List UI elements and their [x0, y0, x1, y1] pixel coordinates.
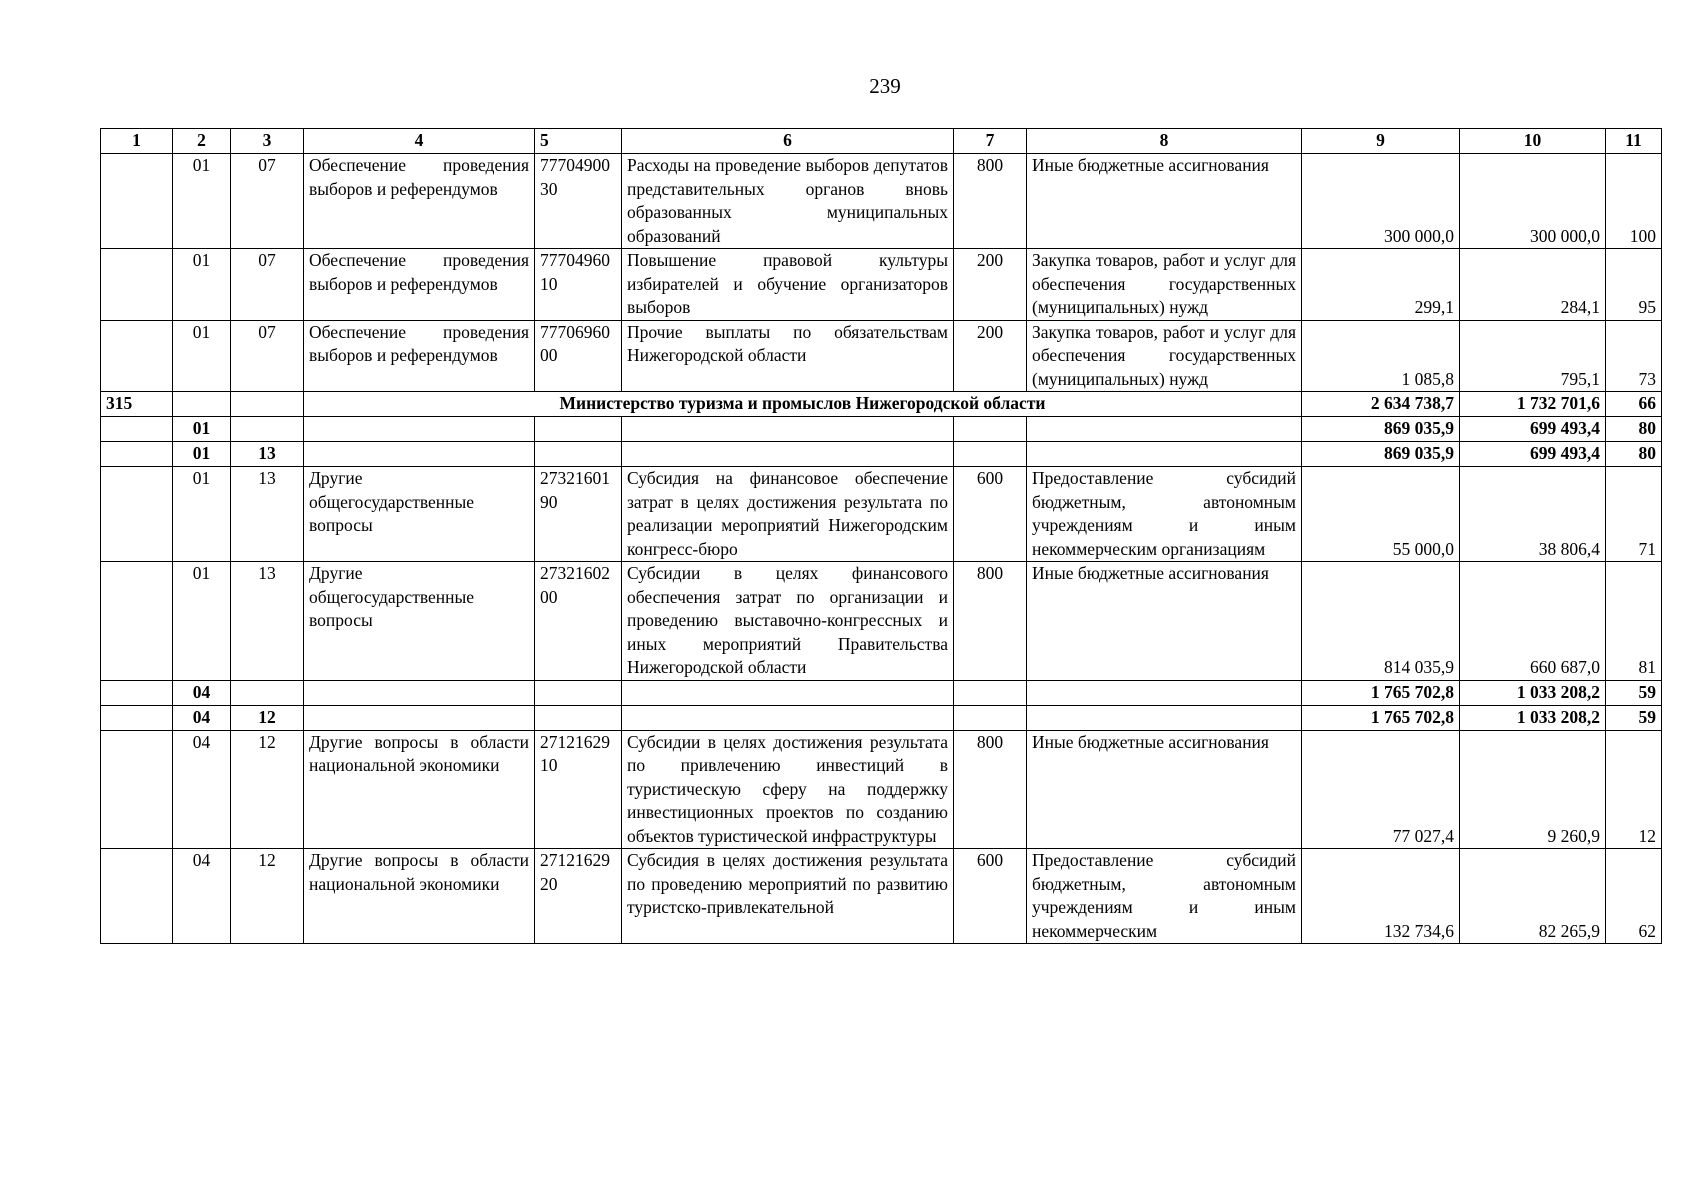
cell-target-code: 7770696000 — [535, 320, 622, 392]
cell-target-code: 2712162910 — [535, 730, 622, 849]
cell-expense-type: 600 — [954, 467, 1027, 562]
cell-section: 01 — [173, 249, 231, 321]
cell-planned: 1 765 702,8 — [1302, 705, 1460, 730]
cell-expense-name: Прочие выплаты по обязательствам Нижегородской области — [622, 320, 954, 392]
cell-expense-type-name: Закупка товаров, работ и услуг для обеспечения государственных (муниципальных) нужд — [1027, 249, 1302, 321]
subsection-total-row — [101, 705, 1662, 730]
cell-percent: 80 — [1606, 442, 1662, 467]
cell-empty — [535, 680, 622, 705]
cell-expense-type: 200 — [954, 320, 1027, 392]
cell-executed: 699 493,4 — [1460, 417, 1606, 442]
cell-executed: 9 260,9 — [1460, 730, 1606, 849]
cell-empty — [1027, 680, 1302, 705]
cell-empty — [954, 417, 1027, 442]
cell-percent: 81 — [1606, 562, 1662, 681]
cell-empty — [101, 849, 173, 944]
cell-subsection-name: Другие вопросы в области национальной экономики — [304, 730, 535, 849]
cell-expense-name: Расходы на проведение выборов депутатов представительных органов вновь образованных муниципальных образований — [622, 154, 954, 249]
cell-expense-type-name: Закупка товаров, работ и услуг для обеспечения государственных (муниципальных) нужд — [1027, 320, 1302, 392]
table-header-row — [101, 129, 1662, 154]
cell-col1 — [101, 154, 173, 249]
cell-executed: 699 493,4 — [1460, 442, 1606, 467]
cell-expense-type: 600 — [954, 849, 1027, 944]
cell-subsection-name: Другие общегосударственные вопросы — [304, 562, 535, 681]
cell-expense-type-name: Предоставление субсидий бюджетным, автономным учреждениям и иным некоммерческим — [1027, 849, 1302, 944]
cell-subsection: 12 — [231, 705, 304, 730]
cell-expense-type: 800 — [954, 154, 1027, 249]
cell-subsection: 13 — [231, 562, 304, 681]
cell-expense-name: Субсидии в целях достижения результата по привлечению инвестиций в туристическую сферу на поддержку инвестиционных проектов по созданию объектов туристической инфраструктуры — [622, 730, 954, 849]
column-header: 3 — [231, 129, 304, 154]
cell-percent: 62 — [1606, 849, 1662, 944]
cell-empty — [101, 680, 173, 705]
cell-percent: 59 — [1606, 705, 1662, 730]
cell-section: 01 — [173, 320, 231, 392]
cell-expense-name: Субсидии в целях финансового обеспечения затрат по организации и проведению выставочно-конгрессных и иных мероприятий Правительства Нижегородской области — [622, 562, 954, 681]
cell-empty — [1027, 442, 1302, 467]
cell-empty — [304, 417, 535, 442]
cell-executed: 38 806,4 — [1460, 467, 1606, 562]
column-header: 4 — [304, 129, 535, 154]
column-header: 8 — [1027, 129, 1302, 154]
cell-percent: 80 — [1606, 417, 1662, 442]
column-header: 11 — [1606, 129, 1662, 154]
cell-planned: 869 035,9 — [1302, 442, 1460, 467]
cell-section: 04 — [173, 705, 231, 730]
cell-empty — [231, 417, 304, 442]
cell-expense-type: 200 — [954, 249, 1027, 321]
cell-empty — [101, 417, 173, 442]
cell-executed: 1 033 208,2 — [1460, 705, 1606, 730]
cell-subsection-name: Обеспечение проведения выборов и референдумов — [304, 249, 535, 321]
cell-section: 01 — [173, 442, 231, 467]
ministry-percent: 66 — [1606, 392, 1662, 417]
cell-section: 01 — [173, 417, 231, 442]
cell-subsection: 12 — [231, 849, 304, 944]
cell-percent: 73 — [1606, 320, 1662, 392]
cell-percent: 95 — [1606, 249, 1662, 321]
column-header: 7 — [954, 129, 1027, 154]
cell-planned: 1 765 702,8 — [1302, 680, 1460, 705]
cell-percent: 71 — [1606, 467, 1662, 562]
cell-section: 04 — [173, 730, 231, 849]
cell-executed: 660 687,0 — [1460, 562, 1606, 681]
ministry-title: Министерство туризма и промыслов Нижегородской области — [304, 392, 1302, 417]
cell-planned: 814 035,9 — [1302, 562, 1460, 681]
cell-planned: 869 035,9 — [1302, 417, 1460, 442]
cell-expense-name: Субсидия в целях достижения результата по проведению мероприятий по развитию туристско-привлекательной — [622, 849, 954, 944]
cell-planned: 132 734,6 — [1302, 849, 1460, 944]
cell-subsection-name: Другие общегосударственные вопросы — [304, 467, 535, 562]
cell-subsection: 07 — [231, 249, 304, 321]
cell-target-code: 7770496010 — [535, 249, 622, 321]
cell-executed: 300 000,0 — [1460, 154, 1606, 249]
column-header: 5 — [535, 129, 622, 154]
cell-empty — [622, 680, 954, 705]
column-header: 1 — [101, 129, 173, 154]
cell-empty — [535, 442, 622, 467]
cell-empty — [101, 562, 173, 681]
table-row — [101, 562, 1662, 681]
cell-empty — [231, 392, 304, 417]
cell-empty — [304, 442, 535, 467]
cell-target-code: 7770490030 — [535, 154, 622, 249]
cell-executed: 795,1 — [1460, 320, 1606, 392]
table-row — [101, 849, 1662, 944]
cell-section: 01 — [173, 562, 231, 681]
ministry-planned: 2 634 738,7 — [1302, 392, 1460, 417]
cell-expense-type-name: Предоставление субсидий бюджетным, автономным учреждениям и иным некоммерческим организациям — [1027, 467, 1302, 562]
cell-executed: 82 265,9 — [1460, 849, 1606, 944]
cell-empty — [622, 417, 954, 442]
cell-subsection-name: Обеспечение проведения выборов и референдумов — [304, 320, 535, 392]
cell-empty — [535, 705, 622, 730]
cell-planned: 300 000,0 — [1302, 154, 1460, 249]
cell-col1 — [101, 320, 173, 392]
cell-planned: 299,1 — [1302, 249, 1460, 321]
table-row — [101, 249, 1662, 321]
cell-executed: 1 033 208,2 — [1460, 680, 1606, 705]
cell-expense-type: 800 — [954, 730, 1027, 849]
cell-expense-type: 800 — [954, 562, 1027, 681]
cell-empty — [101, 730, 173, 849]
cell-empty — [622, 705, 954, 730]
table-row — [101, 154, 1662, 249]
cell-empty — [1027, 705, 1302, 730]
cell-section: 04 — [173, 849, 231, 944]
cell-subsection: 07 — [231, 320, 304, 392]
cell-executed: 284,1 — [1460, 249, 1606, 321]
cell-subsection-name: Обеспечение проведения выборов и референдумов — [304, 154, 535, 249]
cell-subsection: 13 — [231, 467, 304, 562]
cell-empty — [1027, 417, 1302, 442]
ministry-code: 315 — [101, 392, 173, 417]
cell-percent: 100 — [1606, 154, 1662, 249]
cell-empty — [304, 705, 535, 730]
ministry-row — [101, 392, 1662, 417]
budget-table — [100, 128, 1662, 944]
cell-col1 — [101, 249, 173, 321]
cell-subsection: 13 — [231, 442, 304, 467]
cell-empty — [954, 442, 1027, 467]
column-header: 10 — [1460, 129, 1606, 154]
table-row — [101, 320, 1662, 392]
cell-expense-name: Повышение правовой культуры избирателей и обучение организаторов выборов — [622, 249, 954, 321]
cell-expense-type-name: Иные бюджетные ассигнования — [1027, 730, 1302, 849]
cell-subsection: 12 — [231, 730, 304, 849]
cell-planned: 55 000,0 — [1302, 467, 1460, 562]
cell-empty — [954, 680, 1027, 705]
cell-empty — [304, 680, 535, 705]
cell-empty — [101, 467, 173, 562]
page-number: 239 — [869, 74, 901, 98]
cell-empty — [173, 392, 231, 417]
table-row — [101, 730, 1662, 849]
cell-empty — [954, 705, 1027, 730]
column-header: 9 — [1302, 129, 1460, 154]
section-total-row — [101, 680, 1662, 705]
cell-percent: 59 — [1606, 680, 1662, 705]
table-row — [101, 467, 1662, 562]
cell-expense-name: Субсидия на финансовое обеспечение затрат в целях достижения результата по реализации мероприятий Нижегородским конгресс-бюро — [622, 467, 954, 562]
cell-planned: 77 027,4 — [1302, 730, 1460, 849]
cell-target-code: 2732160190 — [535, 467, 622, 562]
cell-subsection-name: Другие вопросы в области национальной экономики — [304, 849, 535, 944]
cell-empty — [535, 417, 622, 442]
cell-section: 04 — [173, 680, 231, 705]
cell-subsection: 07 — [231, 154, 304, 249]
cell-expense-type-name: Иные бюджетные ассигнования — [1027, 562, 1302, 681]
cell-section: 01 — [173, 467, 231, 562]
cell-empty — [622, 442, 954, 467]
cell-empty — [231, 680, 304, 705]
cell-target-code: 2732160200 — [535, 562, 622, 681]
ministry-executed: 1 732 701,6 — [1460, 392, 1606, 417]
cell-section: 01 — [173, 154, 231, 249]
section-total-row — [101, 417, 1662, 442]
cell-empty — [101, 705, 173, 730]
column-header: 2 — [173, 129, 231, 154]
subsection-total-row — [101, 442, 1662, 467]
cell-target-code: 2712162920 — [535, 849, 622, 944]
cell-percent: 12 — [1606, 730, 1662, 849]
cell-expense-type-name: Иные бюджетные ассигнования — [1027, 154, 1302, 249]
cell-planned: 1 085,8 — [1302, 320, 1460, 392]
cell-empty — [101, 442, 173, 467]
column-header: 6 — [622, 129, 954, 154]
